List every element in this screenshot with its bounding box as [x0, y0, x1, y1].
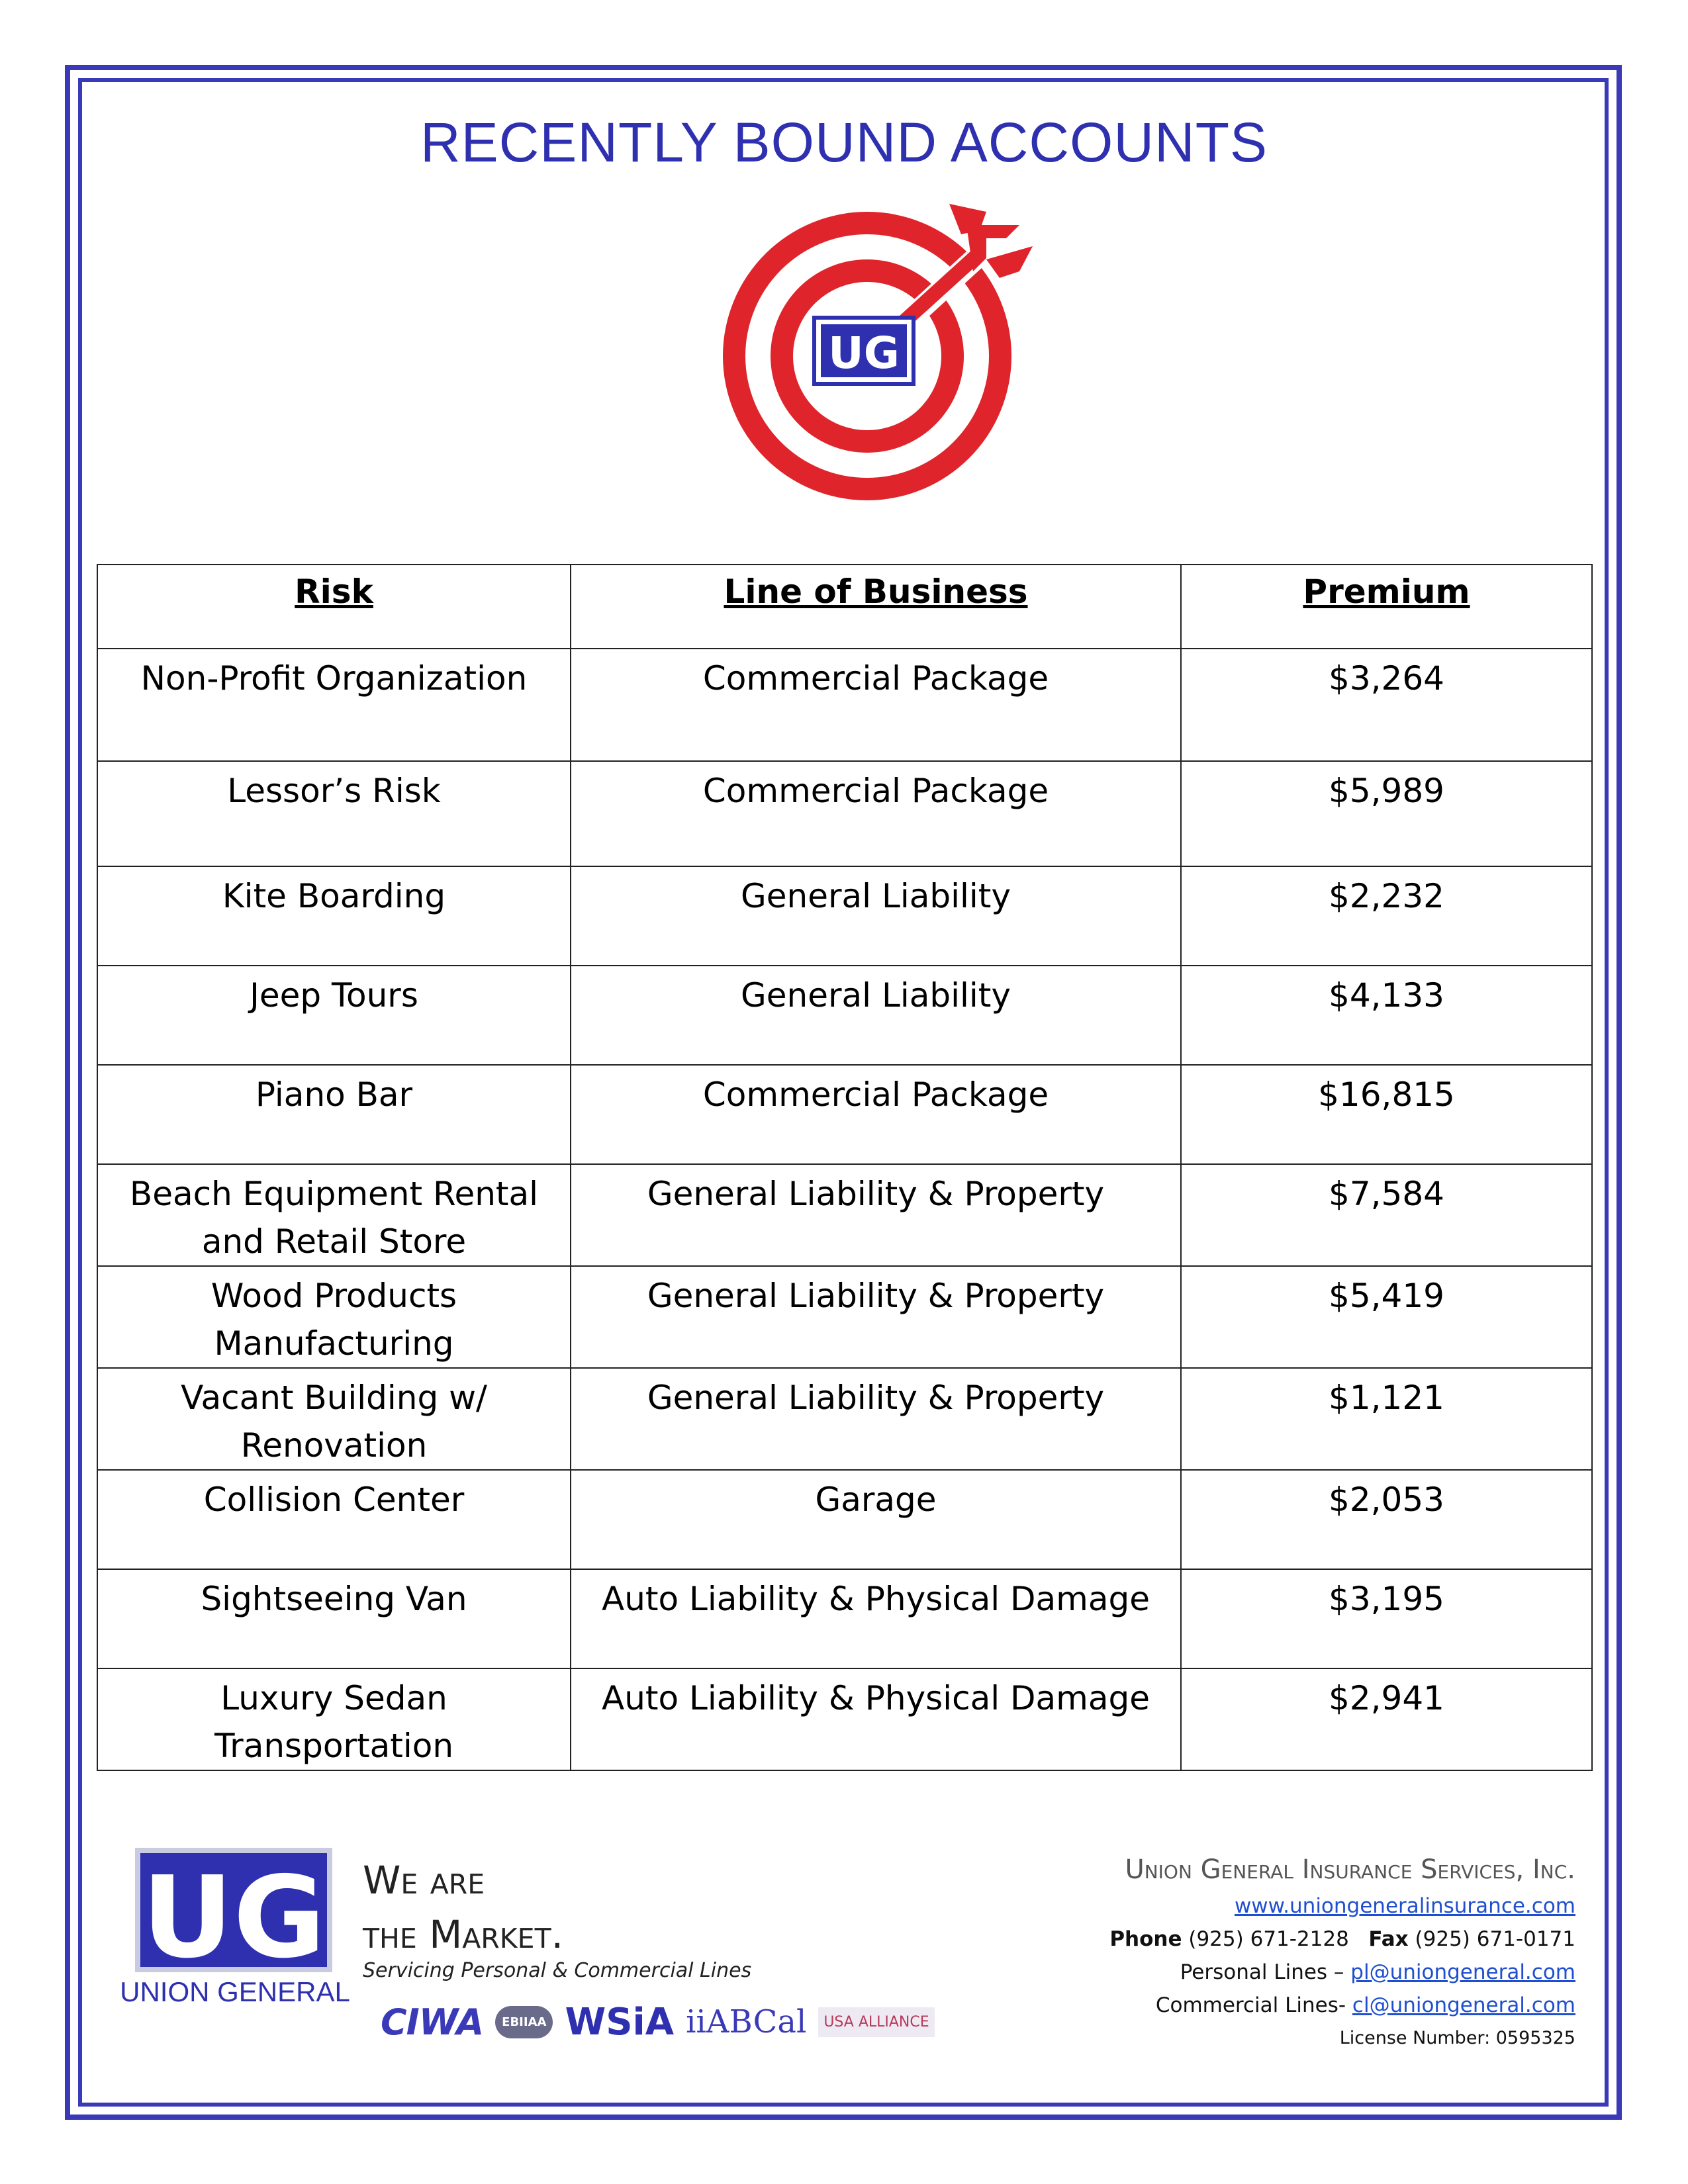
table-row: [97, 1470, 1592, 1569]
cell-premium: $5,989: [1181, 761, 1592, 866]
header-risk: Risk: [97, 565, 571, 649]
cell-line: General Liability & Property: [571, 1266, 1181, 1368]
cell-premium: $16,815: [1181, 1065, 1592, 1164]
association-logos: [381, 1999, 935, 2045]
page-title: RECENTLY BOUND ACCOUNTS: [420, 111, 1268, 173]
website-link[interactable]: www.uniongeneralinsurance.com: [1234, 1894, 1575, 1918]
ug-monogram: UG: [828, 328, 900, 379]
cell-risk: Piano Bar: [97, 1065, 571, 1164]
logo-wordmark: UNION GENERAL: [120, 1976, 350, 2007]
table-row: [97, 966, 1592, 1065]
table-header-row: [97, 565, 1592, 649]
license-number: License Number: 0595325: [1339, 2028, 1575, 2048]
table-row: [97, 1065, 1592, 1164]
cell-premium: $2,232: [1181, 866, 1592, 966]
accounts-table: [97, 564, 1593, 1771]
personal-lines-email[interactable]: pl@uniongeneral.com: [1350, 1960, 1575, 1984]
table-row: [97, 1569, 1592, 1668]
table-row: [97, 866, 1592, 966]
cell-premium: $4,133: [1181, 966, 1592, 1065]
cell-premium: $2,941: [1181, 1668, 1592, 1770]
usa-alliance-logo: USA ALLIANCE: [818, 2007, 934, 2037]
cell-risk: Collision Center: [97, 1470, 571, 1569]
header-line-of-business: Line of Business: [571, 565, 1181, 649]
cell-risk: Sightseeing Van: [97, 1569, 571, 1668]
cell-premium: $2,053: [1181, 1470, 1592, 1569]
personal-lines-line: [1109, 1956, 1575, 1989]
contact-block: [1109, 1850, 1575, 2055]
cell-risk: Kite Boarding: [97, 866, 571, 966]
table-row: [97, 1266, 1592, 1368]
slogan: [363, 1853, 563, 1962]
table-row: [97, 1668, 1592, 1770]
target-arrow-logo: [702, 185, 1046, 516]
commercial-lines-line: [1109, 1989, 1575, 2022]
cell-risk: Beach Equipment Rental and Retail Store: [97, 1164, 571, 1266]
commercial-lines-email[interactable]: cl@uniongeneral.com: [1352, 1993, 1575, 2017]
cell-line: Garage: [571, 1470, 1181, 1569]
table-row: [97, 649, 1592, 761]
cell-line: Commercial Package: [571, 761, 1181, 866]
table-row: [97, 1164, 1592, 1266]
arrow-fletch-right: [986, 246, 1033, 278]
company-name: Union General Insurance Services, Inc.: [1125, 1854, 1575, 1885]
phone-label: Phone: [1109, 1927, 1182, 1951]
ciwa-logo: CIWA: [381, 2001, 484, 2043]
personal-lines-label: Personal Lines –: [1180, 1960, 1344, 1984]
cell-risk: Wood Products Manufacturing: [97, 1266, 571, 1368]
cell-premium: $1,121: [1181, 1368, 1592, 1470]
cell-premium: $3,195: [1181, 1569, 1592, 1668]
header-premium: Premium: [1181, 565, 1592, 649]
phone-number: (925) 671-2128: [1188, 1927, 1349, 1951]
cell-line: Auto Liability & Physical Damage: [571, 1668, 1181, 1770]
wsia-logo: WSiA: [565, 2000, 675, 2044]
cell-line: General Liability & Property: [571, 1368, 1181, 1470]
table-row: [97, 1368, 1592, 1470]
cell-line: Commercial Package: [571, 1065, 1181, 1164]
ebiiaa-logo: EBIIAA: [495, 2006, 553, 2038]
cell-risk: Jeep Tours: [97, 966, 571, 1065]
union-general-logo: [119, 1846, 351, 2012]
table-row: [97, 761, 1592, 866]
logo-monogram: UG: [142, 1852, 326, 1983]
slogan-line-1: We are: [363, 1858, 485, 1903]
fax-label: Fax: [1368, 1927, 1409, 1951]
cell-line: Commercial Package: [571, 649, 1181, 761]
cell-line: General Liability & Property: [571, 1164, 1181, 1266]
cell-risk: Luxury Sedan Transportation: [97, 1668, 571, 1770]
slogan-line-2: the Market.: [363, 1912, 564, 1957]
cell-risk: Lessor’s Risk: [97, 761, 571, 866]
iiabcal-logo: iiABCal: [686, 2003, 807, 2040]
cell-risk: Non-Profit Organization: [97, 649, 571, 761]
cell-premium: $7,584: [1181, 1164, 1592, 1266]
fax-number: (925) 671-0171: [1415, 1927, 1575, 1951]
cell-line: General Liability: [571, 966, 1181, 1065]
cell-premium: $5,419: [1181, 1266, 1592, 1368]
phone-fax-line: [1109, 1923, 1575, 1956]
cell-line: Auto Liability & Physical Damage: [571, 1569, 1181, 1668]
tagline: Servicing Personal & Commercial Lines: [363, 1959, 752, 1982]
commercial-lines-label: Commercial Lines-: [1155, 1993, 1346, 2017]
cell-risk: Vacant Building w/ Renovation: [97, 1368, 571, 1470]
cell-line: General Liability: [571, 866, 1181, 966]
cell-premium: $3,264: [1181, 649, 1592, 761]
